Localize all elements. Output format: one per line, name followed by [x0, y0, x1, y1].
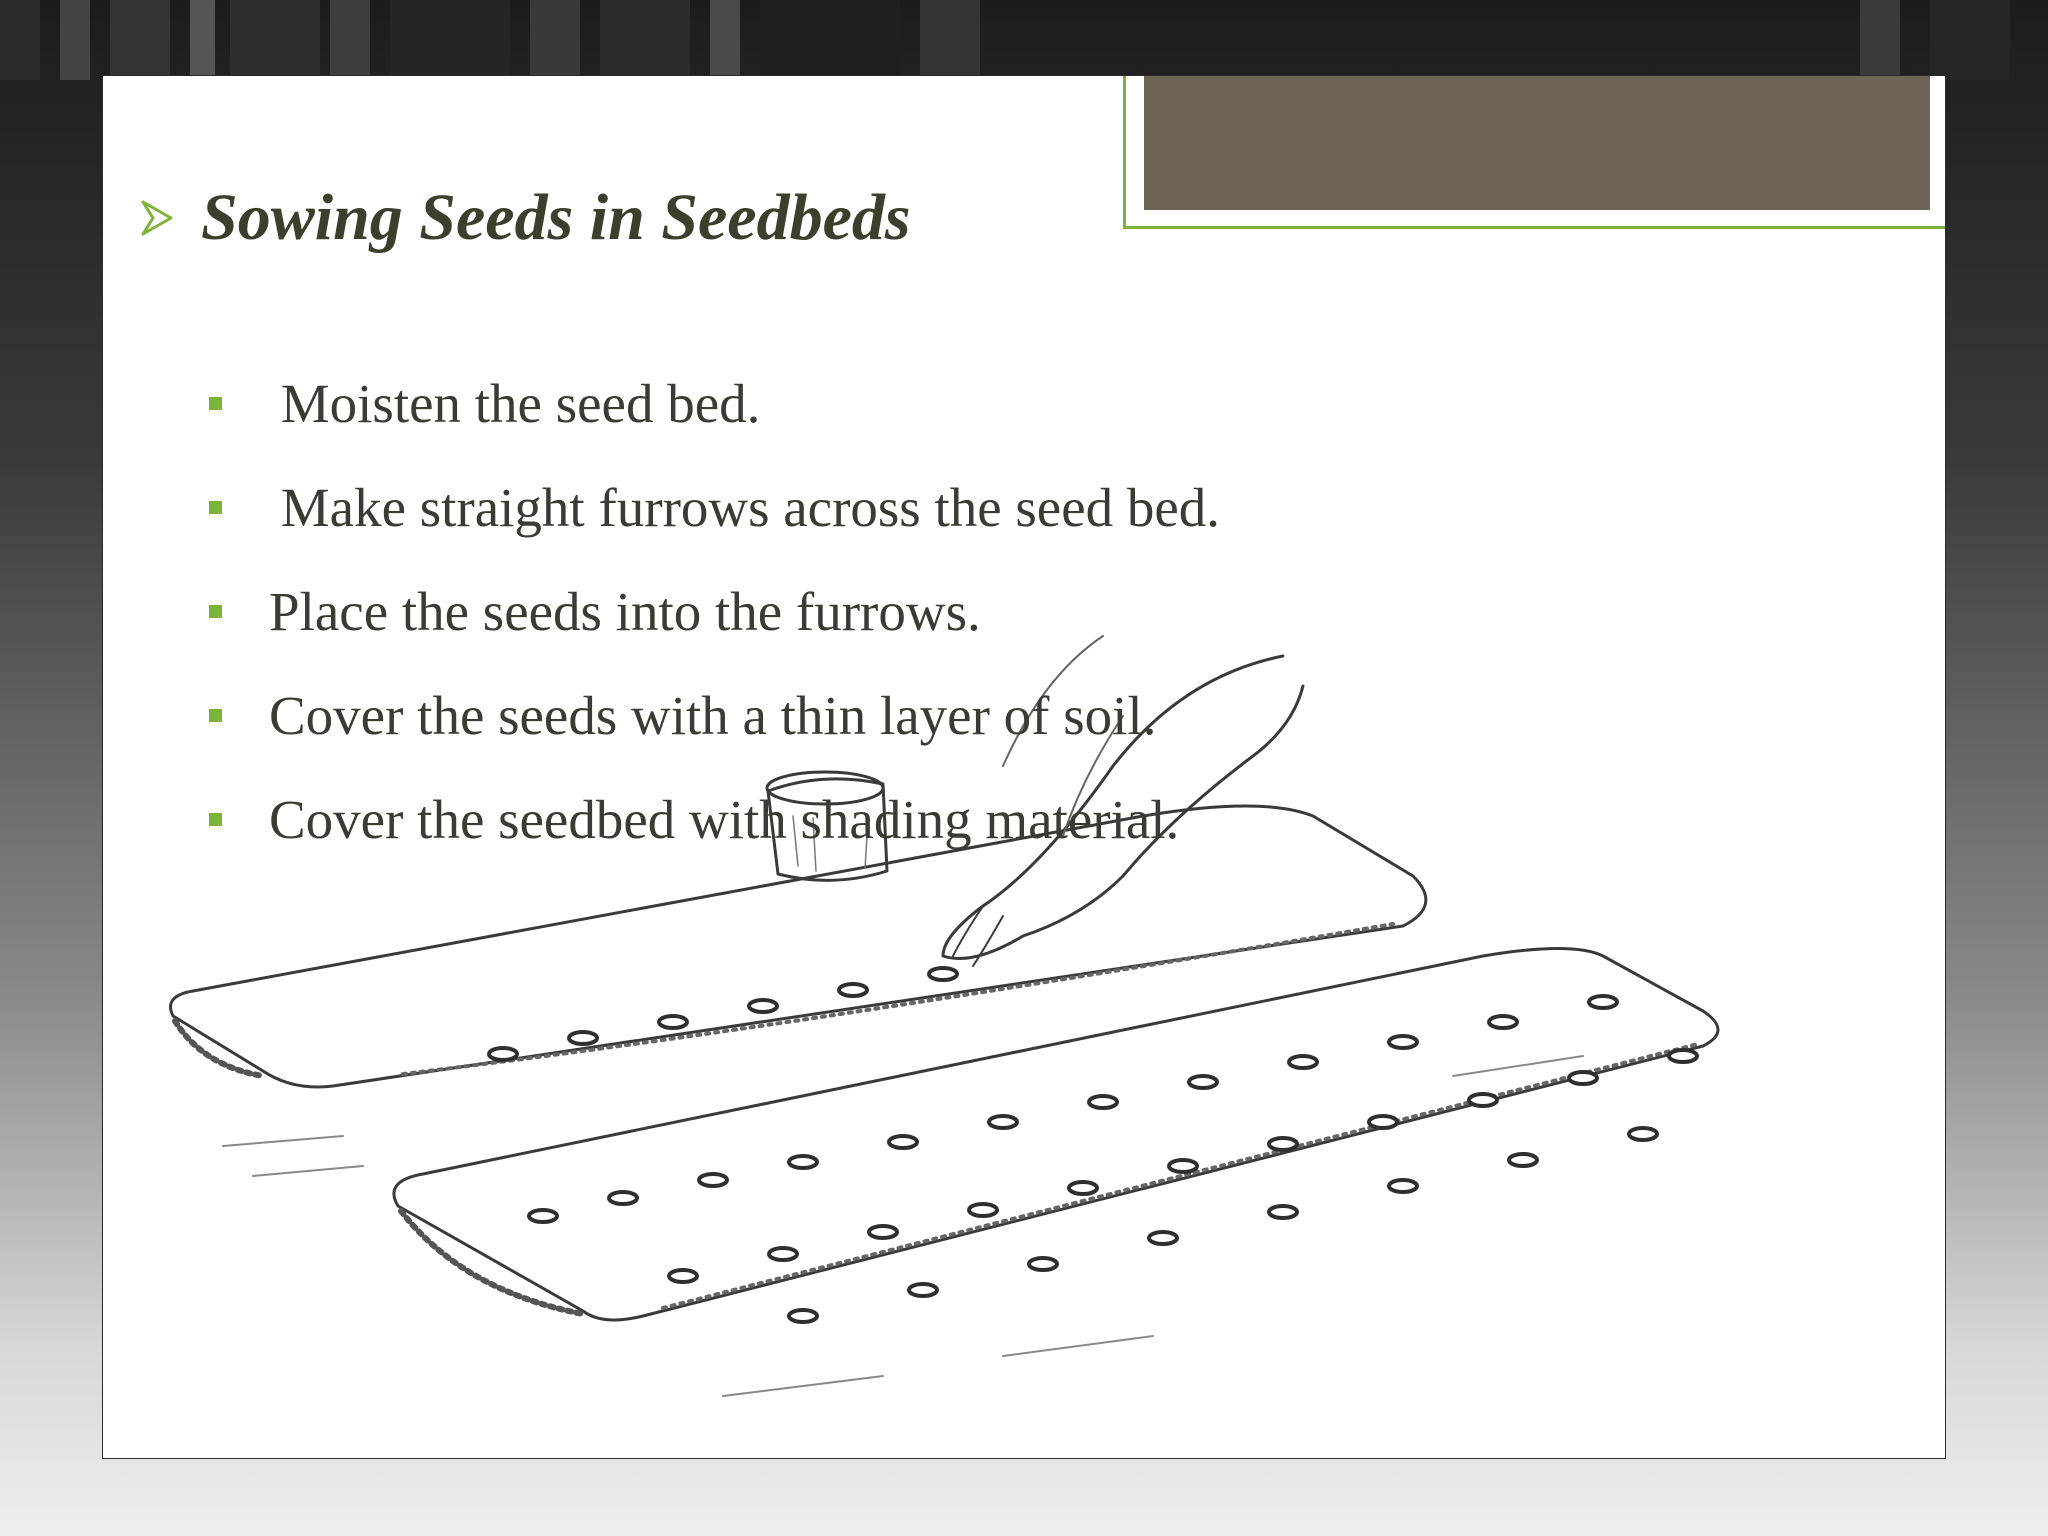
background-stripes	[0, 0, 2048, 80]
slide-canvas	[102, 75, 1946, 1459]
square-bullet-icon	[209, 709, 222, 722]
bullet-list	[103, 76, 1945, 1458]
list-item	[209, 370, 760, 436]
bullet-text: Cover the seeds with a thin layer of soil.	[269, 684, 1157, 746]
bullet-text: Make straight furrows across the seed bed.	[267, 476, 1221, 538]
bullet-text: Moisten the seed bed.	[267, 372, 761, 434]
square-bullet-icon	[209, 501, 222, 514]
square-bullet-icon	[209, 813, 222, 826]
list-item	[209, 682, 1156, 748]
list-item	[209, 474, 1220, 540]
square-bullet-icon	[209, 605, 222, 618]
list-item	[209, 786, 1179, 852]
bullet-text: Cover the seedbed with shading material.	[269, 788, 1180, 850]
slide-heading: Sowing Seeds in Seedbeds	[201, 181, 911, 254]
square-bullet-icon	[209, 397, 222, 410]
list-item	[209, 578, 981, 644]
bullet-text: Place the seeds into the furrows.	[269, 580, 981, 642]
